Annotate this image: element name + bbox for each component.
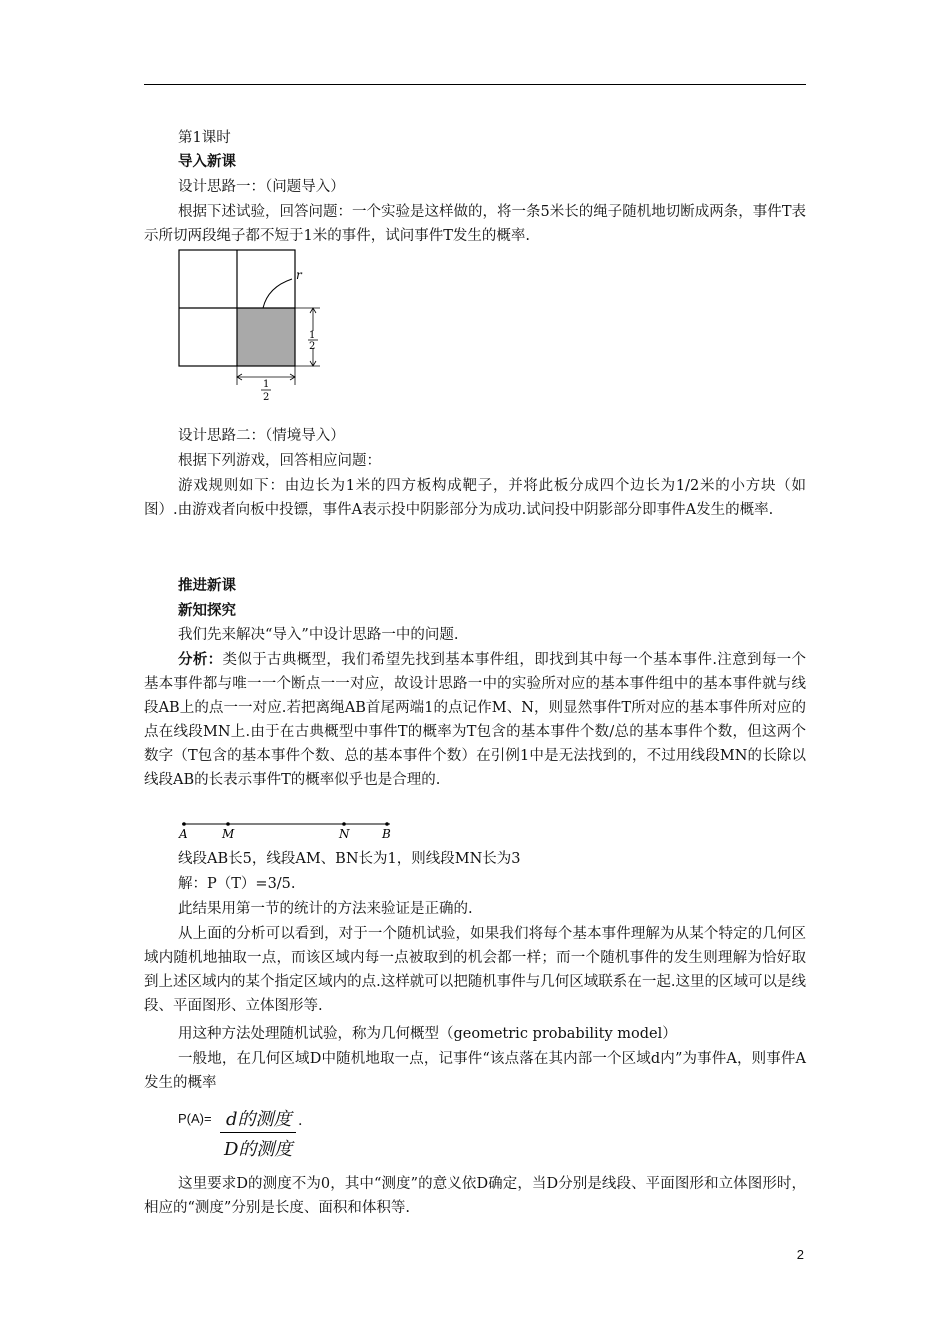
lesson-title: 第1课时 <box>178 130 231 146</box>
idea1-title: 设计思路一：（问题导入） <box>178 179 345 195</box>
r-arc <box>263 279 292 308</box>
model-line: 用这种方法处理随机试验，称为几何概型（geometric probability model） <box>178 1026 677 1042</box>
formula-lhs: P(A)= <box>178 1111 212 1126</box>
fraction-bar <box>220 1132 296 1133</box>
idea1-paragraph: 根据下述试验，回答问题：一个实验是这样做的，将一条5米长的绳子随机地切断成两条，事件T表示所切两段绳子都不短于1米的事件，试问事件T发生的概率. <box>144 204 806 244</box>
formula-numerator: d的测度 <box>226 1109 292 1130</box>
point-a: A <box>179 827 188 841</box>
heading-new-lesson: 推进新课 <box>178 577 236 594</box>
solution-line: 解：P（T）=3/5. <box>178 876 296 892</box>
analysis-label: 分析： <box>178 651 223 668</box>
analysis-text: 类似于古典概型，我们希望先找到基本事件组，即找到其中每一个基本事件.注意到每一个基本事件都与唯一一个断点一一对应，故设计思路一中的实验所对应的基本事件组中的基本事件就与线段AB上的点一一对应.若把离绳AB首尾两端1的点记作M、N，则显然事件T所对应的基本事件所对应的点在线段MN上.由于在古典概型中事件T的概率为T包含的基本事件个数/总的基本事件个数，但这两个数字（T包含的基本事件个数、总的基本事件个数）在引例1中是无法找到的，不过用线段MN的长除以线段AB的长表示事件T的概率似乎也是合理的. <box>144 652 806 788</box>
target-board-figure <box>170 245 330 405</box>
segment-diagram <box>170 818 410 842</box>
verify-line: 此结果用第一节的统计的方法来验证是正确的. <box>178 901 473 917</box>
point-m: M <box>222 827 235 841</box>
point-n: N <box>339 827 350 841</box>
segment-line: 线段AB长5，线段AM、BN长为1，则线段MN长为3 <box>178 851 521 867</box>
bottom-frac-den: 2 <box>263 392 270 403</box>
right-frac-den: 2 <box>309 341 316 352</box>
heading-explore: 新知探究 <box>178 602 236 619</box>
idea2-title: 设计思路二：（情境导入） <box>178 428 345 444</box>
shaded-square <box>237 308 295 366</box>
right-frac-num: 1 <box>309 330 316 341</box>
header-rule <box>144 84 806 85</box>
bottom-frac-num: 1 <box>263 379 270 390</box>
formula-tail: . <box>298 1113 303 1129</box>
analysis-paragraph <box>144 648 806 792</box>
measure-paragraph: 这里要求D的测度不为0，其中“测度”的意义依D确定，当D分别是线段、平面图形和立体图形时，相应的“测度”分别是长度、面积和体积等. <box>144 1176 806 1216</box>
general-paragraph: 一般地，在几何区域D中随机地取一点，记事件“该点落在其内部一个区域d内”为事件A，则事件A发生的概率 <box>144 1051 806 1091</box>
point-b: B <box>382 827 391 841</box>
page-number: 2 <box>796 1247 804 1262</box>
idea2-paragraph: 游戏规则如下：由边长为1米的四方板构成靶子，并将此板分成四个边长为1/2米的小方块（如图）.由游戏者向板中投镖，事件A表示投中阴影部分为成功.试问投中阴影部分即事件A发生的概率. <box>144 478 806 518</box>
resolve-line: 我们先来解决“导入”中设计思路一中的问题. <box>178 627 459 643</box>
formula-denominator: D的测度 <box>224 1139 293 1160</box>
heading-intro: 导入新课 <box>178 153 236 170</box>
idea2-line: 根据下列游戏，回答相应问题： <box>178 453 381 469</box>
r-label: r <box>296 268 302 282</box>
region-paragraph: 从上面的分析可以看到，对于一个随机试验，如果我们将每个基本事件理解为从某个特定的几何区域内随机地抽取一点，而该区域内每一点被取到的机会都一样；而一个随机事件的发生则理解为恰好取到上述区域内的某个指定区域内的点.这样就可以把随机事件与几何区域联系在一起.这里的区域可以是线段、平面图形、立体图形等. <box>144 926 806 1014</box>
